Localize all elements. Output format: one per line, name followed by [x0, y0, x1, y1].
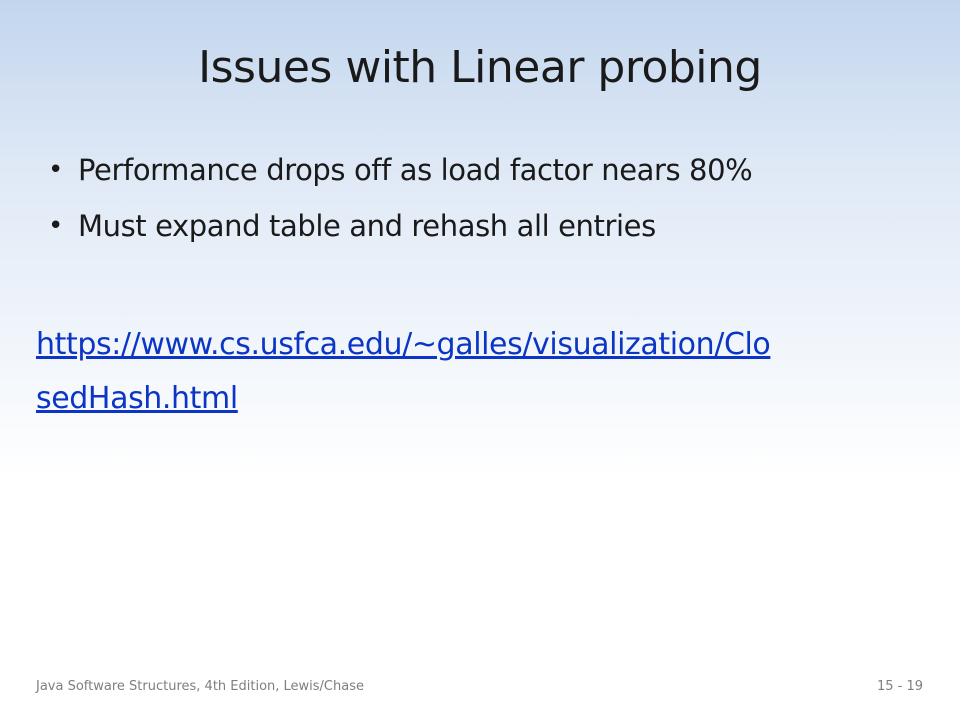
- bullet-list: [48, 142, 928, 254]
- bullet-text: Must expand table and rehash all entries: [78, 209, 656, 243]
- bullet-dot-icon: •: [48, 155, 63, 185]
- bullet-item: [48, 142, 928, 198]
- footer-source: Java Software Structures, 4th Edition, Lewis/Chase: [36, 679, 364, 694]
- bullet-dot-icon: •: [48, 211, 63, 241]
- bullet-item: [48, 198, 928, 254]
- footer-page-number: 15 - 19: [876, 679, 923, 694]
- slide-title: Issues with Linear probing: [198, 42, 762, 93]
- visualization-link[interactable]: [36, 318, 936, 426]
- link-line-2[interactable]: sedHash.html: [36, 381, 238, 416]
- bullet-text: Performance drops off as load factor nears 80%: [78, 153, 753, 187]
- link-line-1[interactable]: https://www.cs.usfca.edu/~galles/visualization/Clo: [36, 327, 771, 362]
